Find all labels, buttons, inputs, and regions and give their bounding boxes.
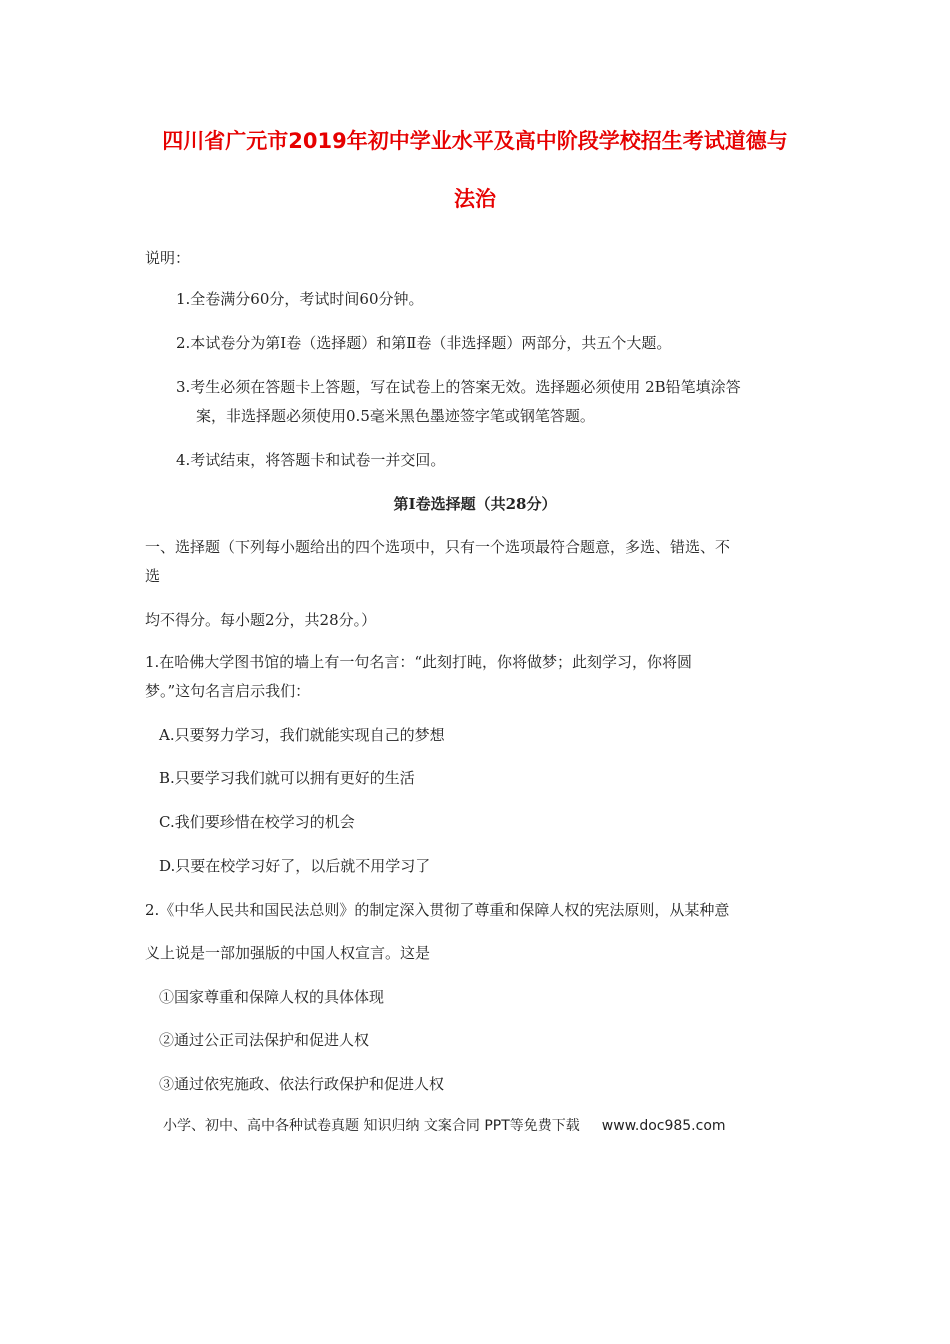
question-2-statement-1: ①国家尊重和保障人权的具体体现 (159, 988, 385, 1006)
document-title-line-2: 法治 (454, 187, 496, 211)
section-heading: 第Ⅰ卷选择题（共28分） (393, 495, 557, 513)
section-intro-line: 均不得分。每小题2分，共28分。） (145, 611, 377, 629)
question-1-option-c: C.我们要珍惜在校学习的机会 (159, 813, 355, 831)
instruction-item: 1.全卷满分60分，考试时间60分钟。 (176, 290, 424, 308)
question-2-statement-3: ③通过依宪施政、依法行政保护和促进人权 (159, 1075, 445, 1093)
instructions-heading: 说明： (145, 249, 191, 267)
instruction-item: 4.考试结束，将答题卡和试卷一并交回。 (176, 451, 446, 469)
question-1-stem: 1.在哈佛大学图书馆的墙上有一句名言：“此刻打盹，你将做梦；此刻学习，你将圆 (145, 653, 692, 671)
footer-url-link[interactable]: www.doc985.com (601, 1118, 726, 1134)
question-1-stem-continued: 梦。”这句名言启示我们： (145, 682, 311, 700)
instruction-item: 3.考生必须在答题卡上答题，写在试卷上的答案无效。选择题必须使用 2B铅笔填涂答 (176, 378, 741, 396)
instruction-item-continued: 案，非选择题必须使用0.5毫米黑色墨迹签字笔或钢笔答题。 (196, 407, 595, 425)
question-1-option-a: A.只要努力学习，我们就能实现自己的梦想 (159, 726, 445, 744)
section-intro-line: 选 (145, 567, 161, 585)
page-footer (163, 1116, 726, 1136)
question-2-stem-continued: 义上说是一部加强版的中国人权宣言。这是 (145, 944, 431, 962)
question-1-option-b: B.只要学习我们就可以拥有更好的生活 (159, 769, 415, 787)
document-title-line-1: 四川省广元市2019年初中学业水平及高中阶段学校招生考试道德与 (162, 129, 788, 153)
instruction-item: 2.本试卷分为第Ⅰ卷（选择题）和第Ⅱ卷（非选择题）两部分，共五个大题。 (176, 334, 672, 352)
question-1-option-d: D.只要在校学习好了，以后就不用学习了 (159, 857, 431, 875)
question-2-statement-2: ②通过公正司法保护和促进人权 (159, 1031, 370, 1049)
section-intro-line: 一、选择题（下列每小题给出的四个选项中，只有一个选项最符合题意，多选、错选、不 (145, 538, 731, 556)
footer-text: 小学、初中、高中各种试卷真题 知识归纳 文案合同 PPT等免费下载 (163, 1118, 580, 1134)
question-2-stem: 2.《中华人民共和国民法总则》的制定深入贯彻了尊重和保障人权的宪法原则，从某种意 (145, 901, 730, 919)
